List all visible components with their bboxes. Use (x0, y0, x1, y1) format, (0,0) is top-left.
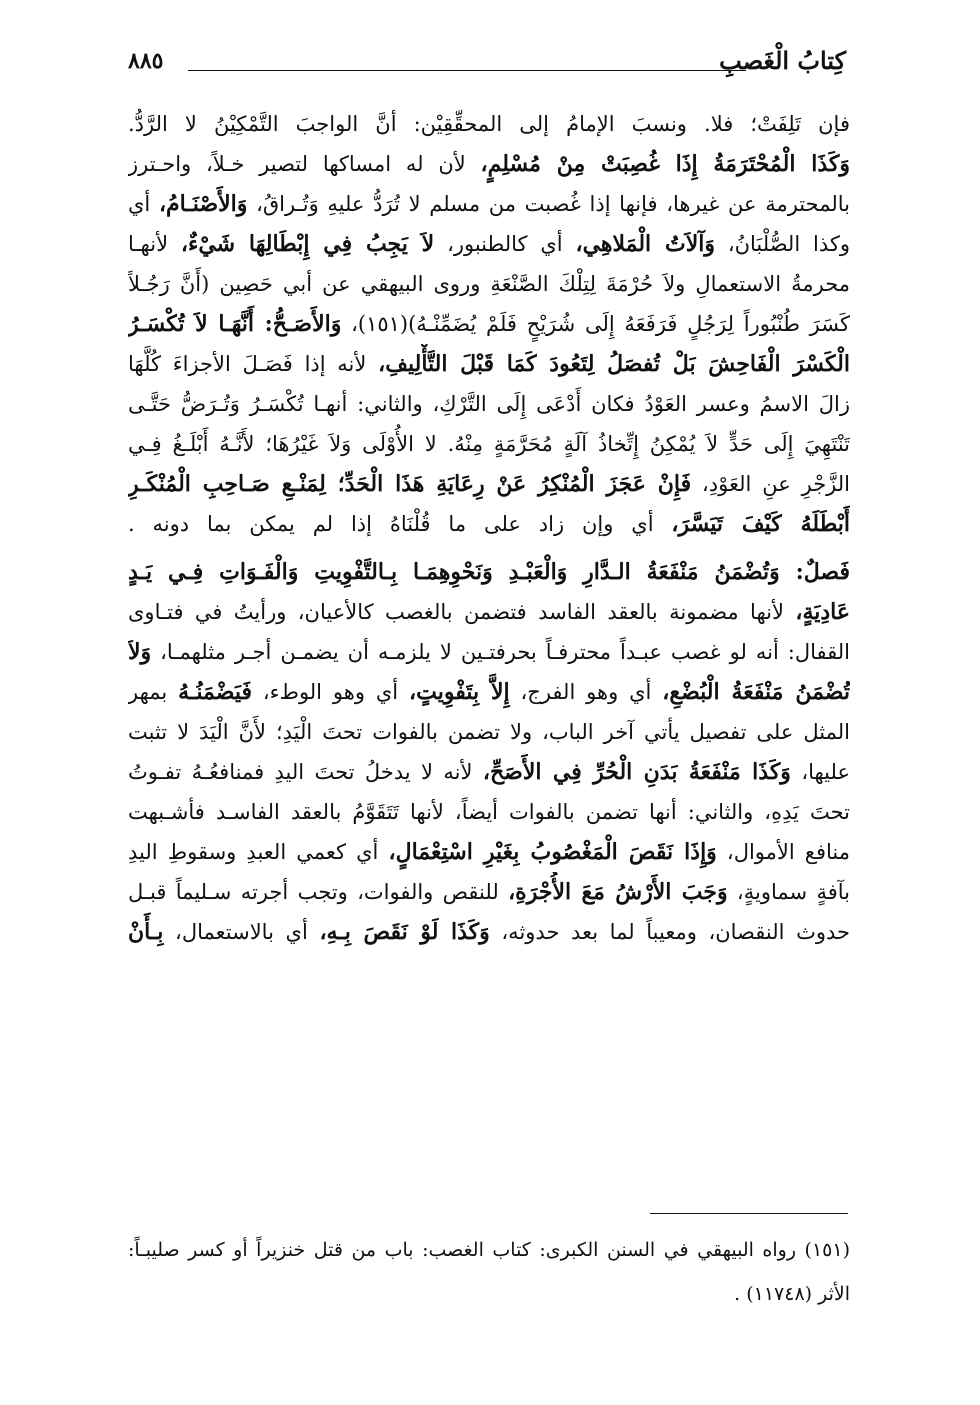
commentary-text: أي وإن زاد على ما قُلْنَاهُ إذا لم يمكن بما دونه . (128, 512, 672, 536)
commentary-text: لأنه لا يدخلُ تحتَ اليدِ فمنافعُـهُ تفـوتُ (128, 760, 483, 784)
commentary-text: للنقص والفوات، وتجب أجرته سـليماً قبـل (128, 880, 509, 904)
bold-matn-text: وَإِذَا نَقَصَ الْمَغْصُوبُ بِغَيْرِ اسْتِعْمَالٍ، (388, 839, 717, 865)
commentary-text: المثل على تفصيل يأتي آخر الباب، ولا تضمن بالفوات تحتَ الْيَدِ؛ لأَنَّ الْيَدَ لا تثبت (128, 720, 850, 744)
commentary-text: لأنها مضمونة بالعقد الفاسد فتضمن بالغصب كالأعيان، ورأيتُ في فتـاوى (128, 600, 796, 624)
text-line (128, 424, 850, 464)
text-line (128, 872, 850, 912)
bold-matn-text: وَالأَصَـحُّ: أَنَّهَـا لاَ تُكْسَـرُ (128, 311, 342, 337)
commentary-text: بمهر (128, 680, 179, 704)
commentary-text: القفال: أنه لو غصب عبـداً محترفـاً بحرفتـين لا يلزمـه أن يضمـن أجـر مثلهمـا، (151, 640, 850, 664)
commentary-text: عليها، (790, 760, 850, 784)
section-gap (128, 544, 850, 552)
commentary-text: لأن له امساكها لتصير خـلاً، واحـترز (128, 152, 481, 176)
bold-matn-text: وَالأَصْنَـامُ، (158, 191, 248, 217)
commentary-text: أي وهو الوطء، (251, 680, 410, 704)
footnotes (128, 1228, 850, 1316)
commentary-text: أي كعمي العبدِ وسقوطِ اليدِ (128, 840, 389, 864)
bold-matn-text: إِلاَّ بِتَفْوِيتٍ، (409, 679, 510, 705)
text-line (128, 344, 850, 384)
commentary-text: حدوث النقصان، ومعيباً لما بعد حدوثه، (489, 920, 850, 944)
text-line (128, 464, 850, 504)
text-line (128, 912, 850, 952)
bold-matn-text: فَيَضْمَنُـهُ (178, 679, 252, 705)
commentary-text: كَسَرَ طُنْبُوراً لِرَجُلٍ فَرَفَعَهُ إِلَى شُرَيْحٍ فَلَمْ يُضَمِّنْـهُ)(١٥١)، (341, 312, 850, 336)
commentary-text: بآفةٍ سماويةٍ، (727, 880, 850, 904)
text-line (128, 224, 850, 264)
commentary-text: أي (128, 192, 159, 216)
text-line (128, 144, 850, 184)
text-line (128, 832, 850, 872)
footnote-rule (650, 1213, 848, 1214)
text-line (128, 752, 850, 792)
text-line (128, 264, 850, 304)
bold-matn-text: وَجَبَ الأَرْشُ مَعَ الأُجْرَةِ، (508, 879, 728, 905)
page-number: ٨٨٥ (128, 48, 164, 74)
commentary-text: وكذا الصُّلْبَانُ، (714, 232, 850, 256)
commentary-text: زالَ الاسمُ وعسر العَوْدُ فكان أَدْعَى إِلَى التَّرْكِ، والثاني: أنهـا تُكْسَـرُ وَتُـرَضُّ حَتَّـى (128, 392, 850, 416)
text-line (128, 672, 850, 712)
bold-matn-text: الْكَسْرَ الْفَاحِشَ بَلْ تُفصَلُ لِتَعُودَ كَمَا قَبْلَ التَّأْلِيفِ، (378, 351, 850, 377)
commentary-text: أي وهو الفرج، (509, 680, 663, 704)
bold-matn-text: بِـأَنْ (128, 919, 164, 945)
text-line (128, 184, 850, 224)
text-line (128, 304, 850, 344)
bold-matn-text: عَادِيَةٍ، (795, 599, 850, 625)
bold-matn-text: وَلاَ (128, 639, 152, 665)
running-header (128, 46, 846, 78)
commentary-text: فإن تَلِفَتْ؛ فلا. ونسبَ الإمامُ إلى المحقِّقِيْن: أنَّ الواجبَ التَّمْكِيْنُ لا الرَّدُّ. (128, 112, 850, 136)
bold-matn-text: فَصلٌ: وَتُضْمَنُ مَنْفَعَةُ الـدَّارِ وَالْعَبْـدِ وَنَحْوِهِمَـا بِـالتَّفْوِيتِ وَالْفَـوَاتِ فِـي يَـدٍ (128, 559, 850, 585)
footnote-line: (١٥١) رواه البيهقي في السنن الكبرى: كتاب الغصب: باب من قتل خنزيراً أو كسر صليبـاً: (128, 1239, 850, 1261)
commentary-text: أي بالاستعمال، (163, 920, 320, 944)
bold-matn-text: وَكَذَا لَوْ نَقَصَ بِـهِ، (319, 919, 490, 945)
text-line (128, 792, 850, 832)
commentary-text: أي كالطنبور، (434, 232, 576, 256)
bold-matn-text: أَبْطَلَهُ كَيْفَ تَيَسَّرَ، (671, 511, 850, 537)
commentary-text: لأنهـا (128, 232, 181, 256)
text-line (128, 592, 850, 632)
commentary-text: تَنْتَهِيَ إِلَى حَدٍّ لاَ يُمْكِنُ إِتِّخاذُ آلَةٍ مُحَرَّمَةٍ مِنْهُ. لا الأُوْلَى وَلاَ غَيْرُهَا؛ لأَنَّـهُ أَبْلَـغُ فِـي (128, 432, 850, 456)
commentary-text: منافع الأموال، (716, 840, 850, 864)
chapter-title: كِتابُ الْغَصبِ (719, 46, 846, 75)
text-line (128, 552, 850, 592)
bold-matn-text: وَآلاَتُ الْمَلاهِي، (575, 231, 715, 257)
text-line (128, 104, 850, 144)
bold-matn-text: لاَ يَجِبُ فِي إِبْطَالِهَا شَيْءٌ، (180, 231, 435, 257)
bold-matn-text: فَإِنْ عَجَزَ الْمُنْكِرُ عَنْ رِعَايَةِ هَذَا الْحَدِّ؛ لِمَنْـعِ صَـاحِبِ الْمُنْكَـرِ (128, 471, 692, 497)
bold-matn-text: وَكَذَا مَنْفَعَةُ بَدَنِ الْحُرِّ فِي الأَصَحِّ، (482, 759, 791, 785)
text-line (128, 384, 850, 424)
header-rule (188, 70, 746, 71)
commentary-text: بالمحترمة عن غيرها، فإنها إذا غُصبت من مسلم لا تُرَدُّ عليهِ وَتُـراقُ، (247, 192, 850, 216)
commentary-text: لأنه إذا فَصَـلَ الأجزاءَ كُلَّهَا (128, 352, 379, 376)
bold-matn-text: تُضْمَنُ مَنْفَعَةُ الْبُضْعِ، (662, 679, 850, 705)
bold-matn-text: وَكَذَا الْمُحْتَرَمَةُ إِذَا غُصِبَتْ مِنْ مُسْلِمٍ، (480, 151, 850, 177)
text-line (128, 632, 850, 672)
commentary-text: محرمةُ الاستعمالِ ولاَ حُرْمَةَ لِتِلْكَ الصَّنْعَةِ وروى البيهقي عن أبي حَصِين (أَنَّ رَجُـلاً (128, 272, 850, 296)
body-text (128, 104, 850, 952)
commentary-text: الزَّجْرِ عنِ العَوْدِ، (691, 472, 850, 496)
footnote-line: الأثر (١١٧٤٨) . (734, 1283, 850, 1305)
text-line (128, 712, 850, 752)
commentary-text: تحتَ يَدِهِ، والثاني: أنها تضمن بالفوات أيضاً، لأنها تَتَقَوَّمُ بالعقد الفاسـد فأشـبهت (128, 800, 850, 824)
text-line (128, 504, 850, 544)
